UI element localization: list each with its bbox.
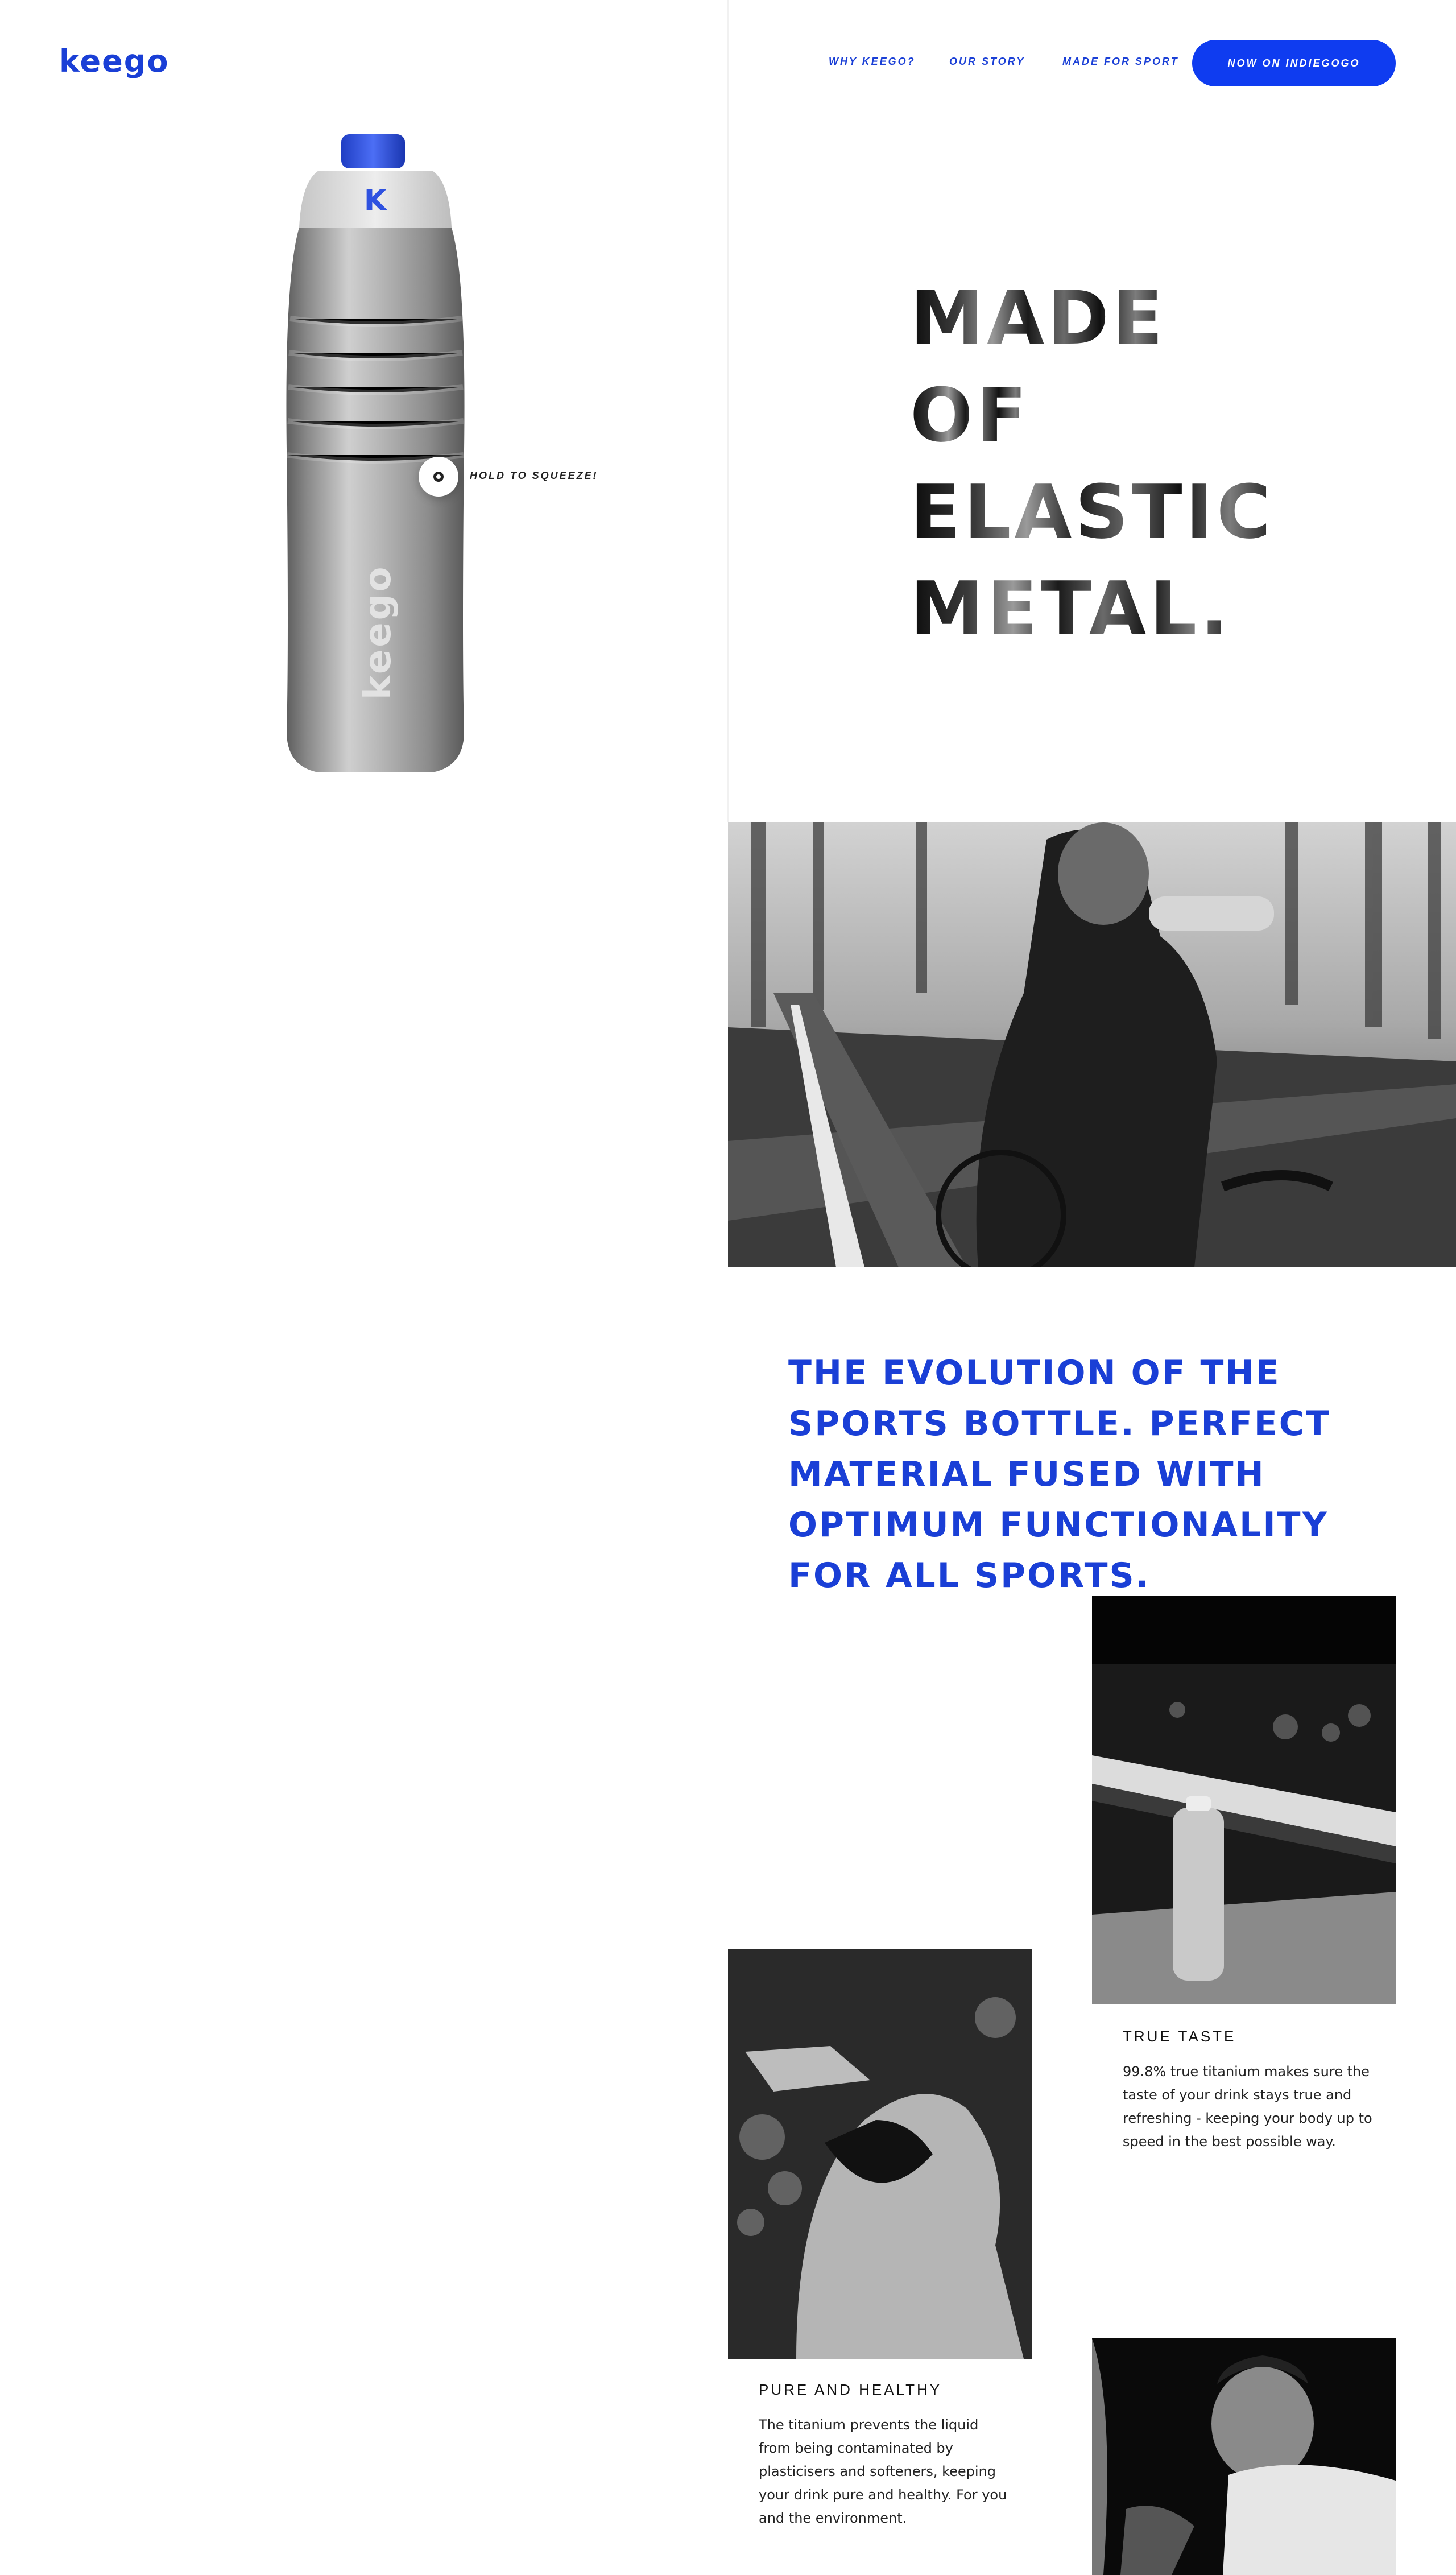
- feature-title-pure-healthy: PURE AND HEALTHY: [759, 2381, 942, 2398]
- squeeze-hotspot[interactable]: [419, 457, 458, 497]
- gym-bottle-photo: [1092, 1596, 1396, 2004]
- nav-made-for-sport[interactable]: MADE FOR SPORT: [1062, 56, 1179, 67]
- hero-line-3: ELASTIC: [910, 469, 1275, 555]
- target-icon: [433, 472, 444, 482]
- feature-body-pure-healthy: The titanium prevents the liquid from being contaminated by plasticisers and softeners, keeping your drink pure and healthy. For you and the environment.: [759, 2417, 1007, 2526]
- drinking-man-photo: [728, 1949, 1032, 2359]
- nav-why-keego[interactable]: WHY KEEGO?: [829, 56, 916, 67]
- tagline: THE EVOLUTION OF THE SPORTS BOTTLE. PERFECT MATERIAL FUSED WITH OPTIMUM FUNCTIONALITY FOR ALL SPORTS.: [788, 1353, 1331, 1596]
- column-divider: [727, 0, 729, 822]
- athlete-photo: [1092, 2338, 1396, 2575]
- nav-our-story[interactable]: OUR STORY: [949, 56, 1025, 67]
- hero-line-1: MADE: [910, 275, 1167, 361]
- keego-logo[interactable]: keego: [59, 43, 169, 79]
- feature-body-true-taste: 99.8% true titanium makes sure the taste of your drink stays true and refreshing - keeping your body up to speed in the best possible way.: [1123, 2064, 1372, 2150]
- hero-line-4: METAL.: [910, 565, 1232, 652]
- squeeze-hint: HOLD TO SQUEEZE!: [470, 470, 598, 481]
- bottle-product-image[interactable]: [279, 131, 472, 779]
- cap-k-mark: K: [363, 184, 387, 218]
- hero-line-2: OF: [910, 372, 1031, 458]
- feature-title-true-taste: TRUE TASTE: [1123, 2028, 1236, 2045]
- bottle-side-logo: keego: [357, 564, 399, 700]
- cyclist-photo: [728, 822, 1456, 1267]
- indiegogo-button[interactable]: NOW ON INDIEGOGO: [1192, 40, 1396, 86]
